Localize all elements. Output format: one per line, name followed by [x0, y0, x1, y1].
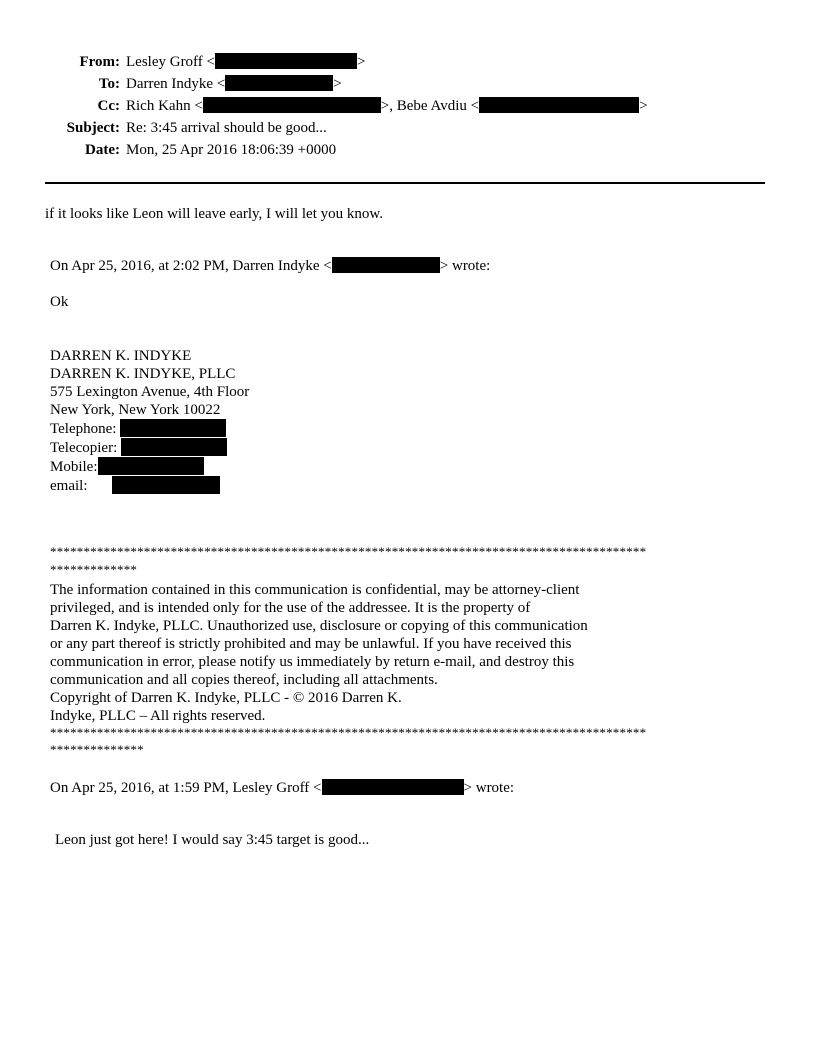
- quote-header-2: On Apr 25, 2016, at 1:59 PM, Lesley Groff < > wrote:: [50, 780, 515, 796]
- header-divider: [45, 182, 765, 184]
- email-header: [0, 52, 816, 172]
- quote1-wrote: wrote:: [451, 258, 491, 274]
- sig-name: DARREN K. INDYKE: [50, 348, 192, 364]
- ok-text: Ok: [50, 294, 69, 310]
- date-row: [2, 140, 702, 160]
- redaction-box: [203, 97, 381, 113]
- sig-telephone-label: Telephone:: [50, 421, 117, 437]
- signature-block: [50, 347, 249, 495]
- to-name: Darren Indyke: [126, 76, 214, 92]
- sig-telecopier-label: Telecopier:: [50, 440, 118, 456]
- subject-label: Subject:: [66, 120, 120, 136]
- cc-name-1: Rich Kahn: [126, 98, 191, 114]
- disclaimer-rule-top-1: *****************************************************************************************: [50, 544, 647, 559]
- disclaimer-line: Indyke, PLLC – All rights reserved.: [50, 708, 266, 724]
- disclaimer-line: Darren K. Indyke, PLLC. Unauthorized use, disclosure or copying of this communication: [50, 618, 588, 634]
- quote2-wrote: wrote:: [475, 780, 515, 796]
- sig-address-2: New York, New York 10022: [50, 402, 221, 418]
- reply-text: if it looks like Leon will leave early, I will let you know.: [45, 206, 383, 222]
- disclaimer-line: communication and all copies thereof, including all attachments.: [50, 672, 438, 688]
- to-label: To:: [98, 76, 120, 92]
- date-label: Date:: [85, 142, 120, 158]
- redaction-box: [98, 457, 204, 475]
- from-label: From:: [79, 54, 120, 70]
- date-value: Mon, 25 Apr 2016 18:06:39 +0000: [126, 142, 337, 158]
- disclaimer-line: Copyright of Darren K. Indyke, PLLC - © 2016 Darren K.: [50, 690, 402, 706]
- disclaimer-rule-bottom-1: *****************************************************************************************: [50, 725, 647, 740]
- from-name: Lesley Groff: [126, 54, 203, 70]
- redaction-box: [121, 438, 227, 456]
- disclaimer-rule-top-2: *************: [50, 562, 138, 577]
- cc-name-2: Bebe Avdiu: [396, 98, 467, 114]
- quote-header-1: On Apr 25, 2016, at 2:02 PM, Darren Indyke < > wrote:: [50, 258, 491, 274]
- subject-row: [2, 118, 702, 138]
- redaction-box: [225, 75, 333, 91]
- redaction-box: [112, 476, 220, 494]
- redaction-box: [479, 97, 639, 113]
- sig-email-label: email:: [50, 478, 88, 494]
- disclaimer-line: privileged, and is intended only for the use of the addressee. It is the property of: [50, 600, 531, 616]
- quote2-prefix: On Apr 25, 2016, at 1:59 PM, Lesley Groff: [50, 780, 310, 796]
- sig-firm: DARREN K. INDYKE, PLLC: [50, 366, 236, 382]
- cc-label: Cc:: [97, 98, 120, 114]
- quote1-prefix: On Apr 25, 2016, at 2:02 PM, Darren Indyke: [50, 258, 320, 274]
- disclaimer-line: communication in error, please notify us immediately by return e-mail, and destroy this: [50, 654, 575, 670]
- to-row: To: Darren Indyke < >: [2, 74, 702, 94]
- redaction-box: [120, 419, 226, 437]
- redaction-box: [215, 53, 357, 69]
- subject-value: Re: 3:45 arrival should be good...: [126, 120, 327, 136]
- disclaimer-rule-bottom-2: **************: [50, 742, 144, 757]
- cc-row: Cc: Rich Kahn < >, Bebe Avdiu < >: [2, 96, 762, 116]
- from-row: From: Lesley Groff < >: [2, 52, 702, 72]
- disclaimer-line: or any part thereof is strictly prohibited and may be unlawful. If you have received this: [50, 636, 572, 652]
- redaction-box: [332, 257, 440, 273]
- redaction-box: [322, 779, 464, 795]
- disclaimer-block: [50, 581, 588, 725]
- disclaimer-line: The information contained in this communication is confidential, may be attorney-client: [50, 582, 580, 598]
- sig-address-1: 575 Lexington Avenue, 4th Floor: [50, 384, 250, 400]
- final-message: Leon just got here! I would say 3:45 target is good...: [55, 832, 370, 848]
- sig-mobile-label: Mobile:: [50, 459, 98, 475]
